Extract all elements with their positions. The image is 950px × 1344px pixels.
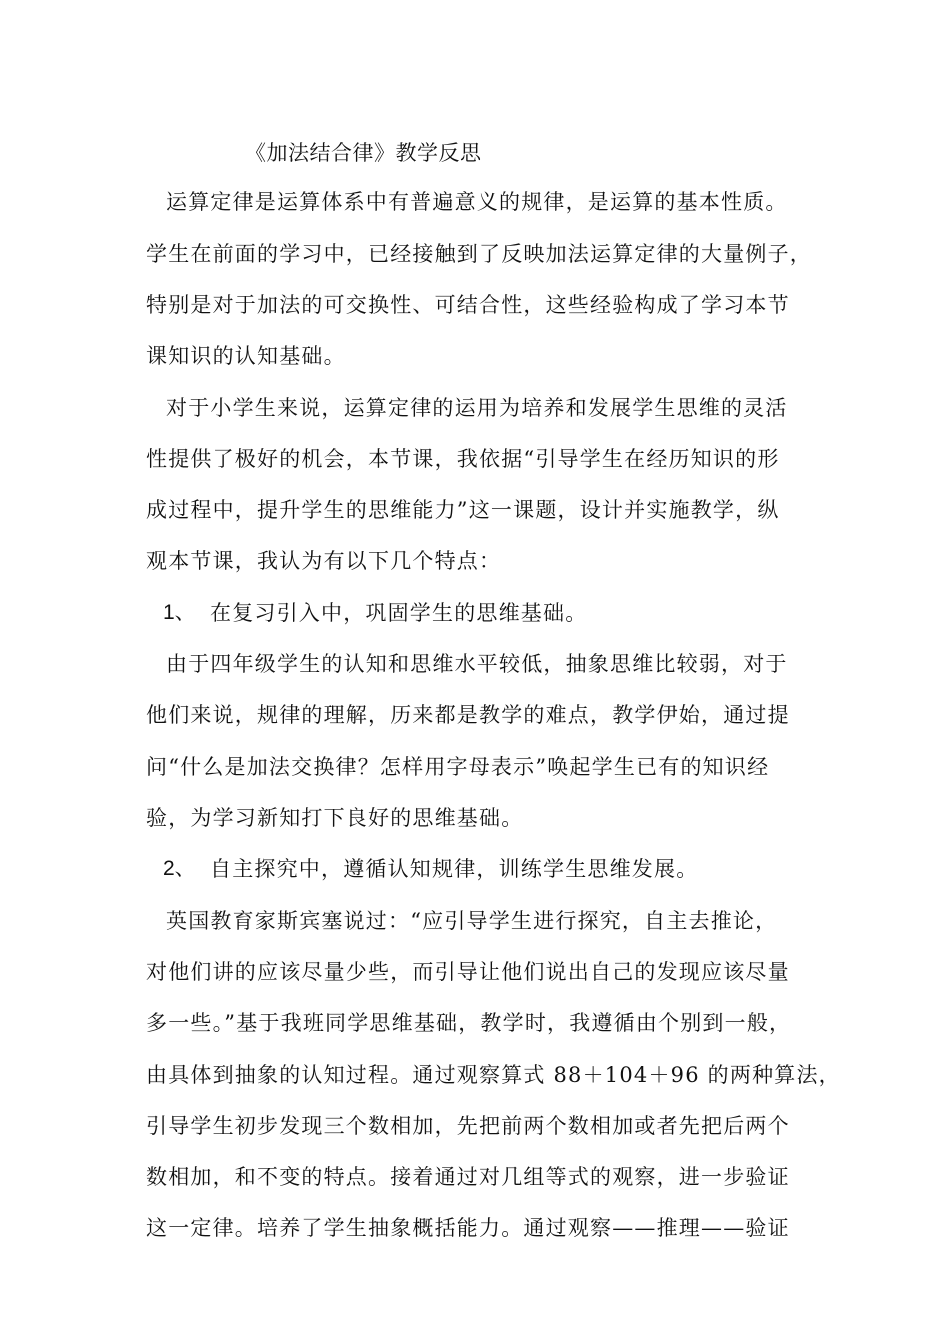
- paragraph-line: 观本节课，我认为有以下几个特点：: [146, 549, 502, 573]
- paragraph-line: 这一定律。培养了学生抽象概括能力。通过观察——推理——验证: [146, 1216, 790, 1240]
- paragraph-line: 对于小学生来说，运算定律的运用为培养和发展学生思维的灵活: [166, 396, 788, 420]
- paragraph-line: 对他们讲的应该尽量少些，而引导让他们说出自己的发现应该尽量: [146, 960, 790, 984]
- list-item-heading: 自主探究中，遵循认知规律，训练学生思维发展。: [210, 857, 699, 881]
- paragraph-line: 特别是对于加法的可交换性、可结合性，这些经验构成了学习本节: [146, 293, 790, 317]
- document-title: 《加法结合律》教学反思: [245, 141, 482, 165]
- paragraph-line: 验，为学习新知打下良好的思维基础。: [146, 806, 524, 830]
- paragraph-line: 英国教育家斯宾塞说过：“应引导学生进行探究，自主去推论，: [166, 909, 778, 933]
- paragraph-line: 运算定律是运算体系中有普遍意义的规律，是运算的基本性质。: [166, 190, 788, 214]
- list-item-heading: 在复习引入中，巩固学生的思维基础。: [210, 601, 588, 625]
- paragraph-line: 由具体到抽象的认知过程。通过观察算式 88＋104＋96 的两种算法，: [146, 1063, 841, 1087]
- paragraph-line: 数相加，和不变的特点。接着通过对几组等式的观察，进一步验证: [146, 1165, 790, 1189]
- paragraph-line: 课知识的认知基础。: [146, 344, 346, 368]
- list-item-number: 1、: [163, 601, 196, 624]
- paragraph-line: 他们来说，规律的理解，历来都是教学的难点，教学伊始，通过提: [146, 703, 790, 727]
- paragraph-line: 性提供了极好的机会，本节课，我依据“引导学生在经历知识的形: [146, 447, 780, 471]
- paragraph-line: 多一些。”基于我班同学思维基础，教学时，我遵循由个别到一般，: [146, 1011, 792, 1035]
- paragraph-line: 由于四年级学生的认知和思维水平较低，抽象思维比较弱，对于: [166, 652, 788, 676]
- paragraph-line: 问“什么是加法交换律？怎样用字母表示”唤起学生已有的知识经: [146, 755, 770, 779]
- list-item-number: 2、: [163, 857, 196, 880]
- paragraph-line: 成过程中，提升学生的思维能力”这一课题，设计并实施教学，纵: [146, 498, 780, 522]
- paragraph-line: 学生在前面的学习中，已经接触到了反映加法运算定律的大量例子，: [146, 242, 812, 266]
- paragraph-line: 引导学生初步发现三个数相加，先把前两个数相加或者先把后两个: [146, 1114, 790, 1138]
